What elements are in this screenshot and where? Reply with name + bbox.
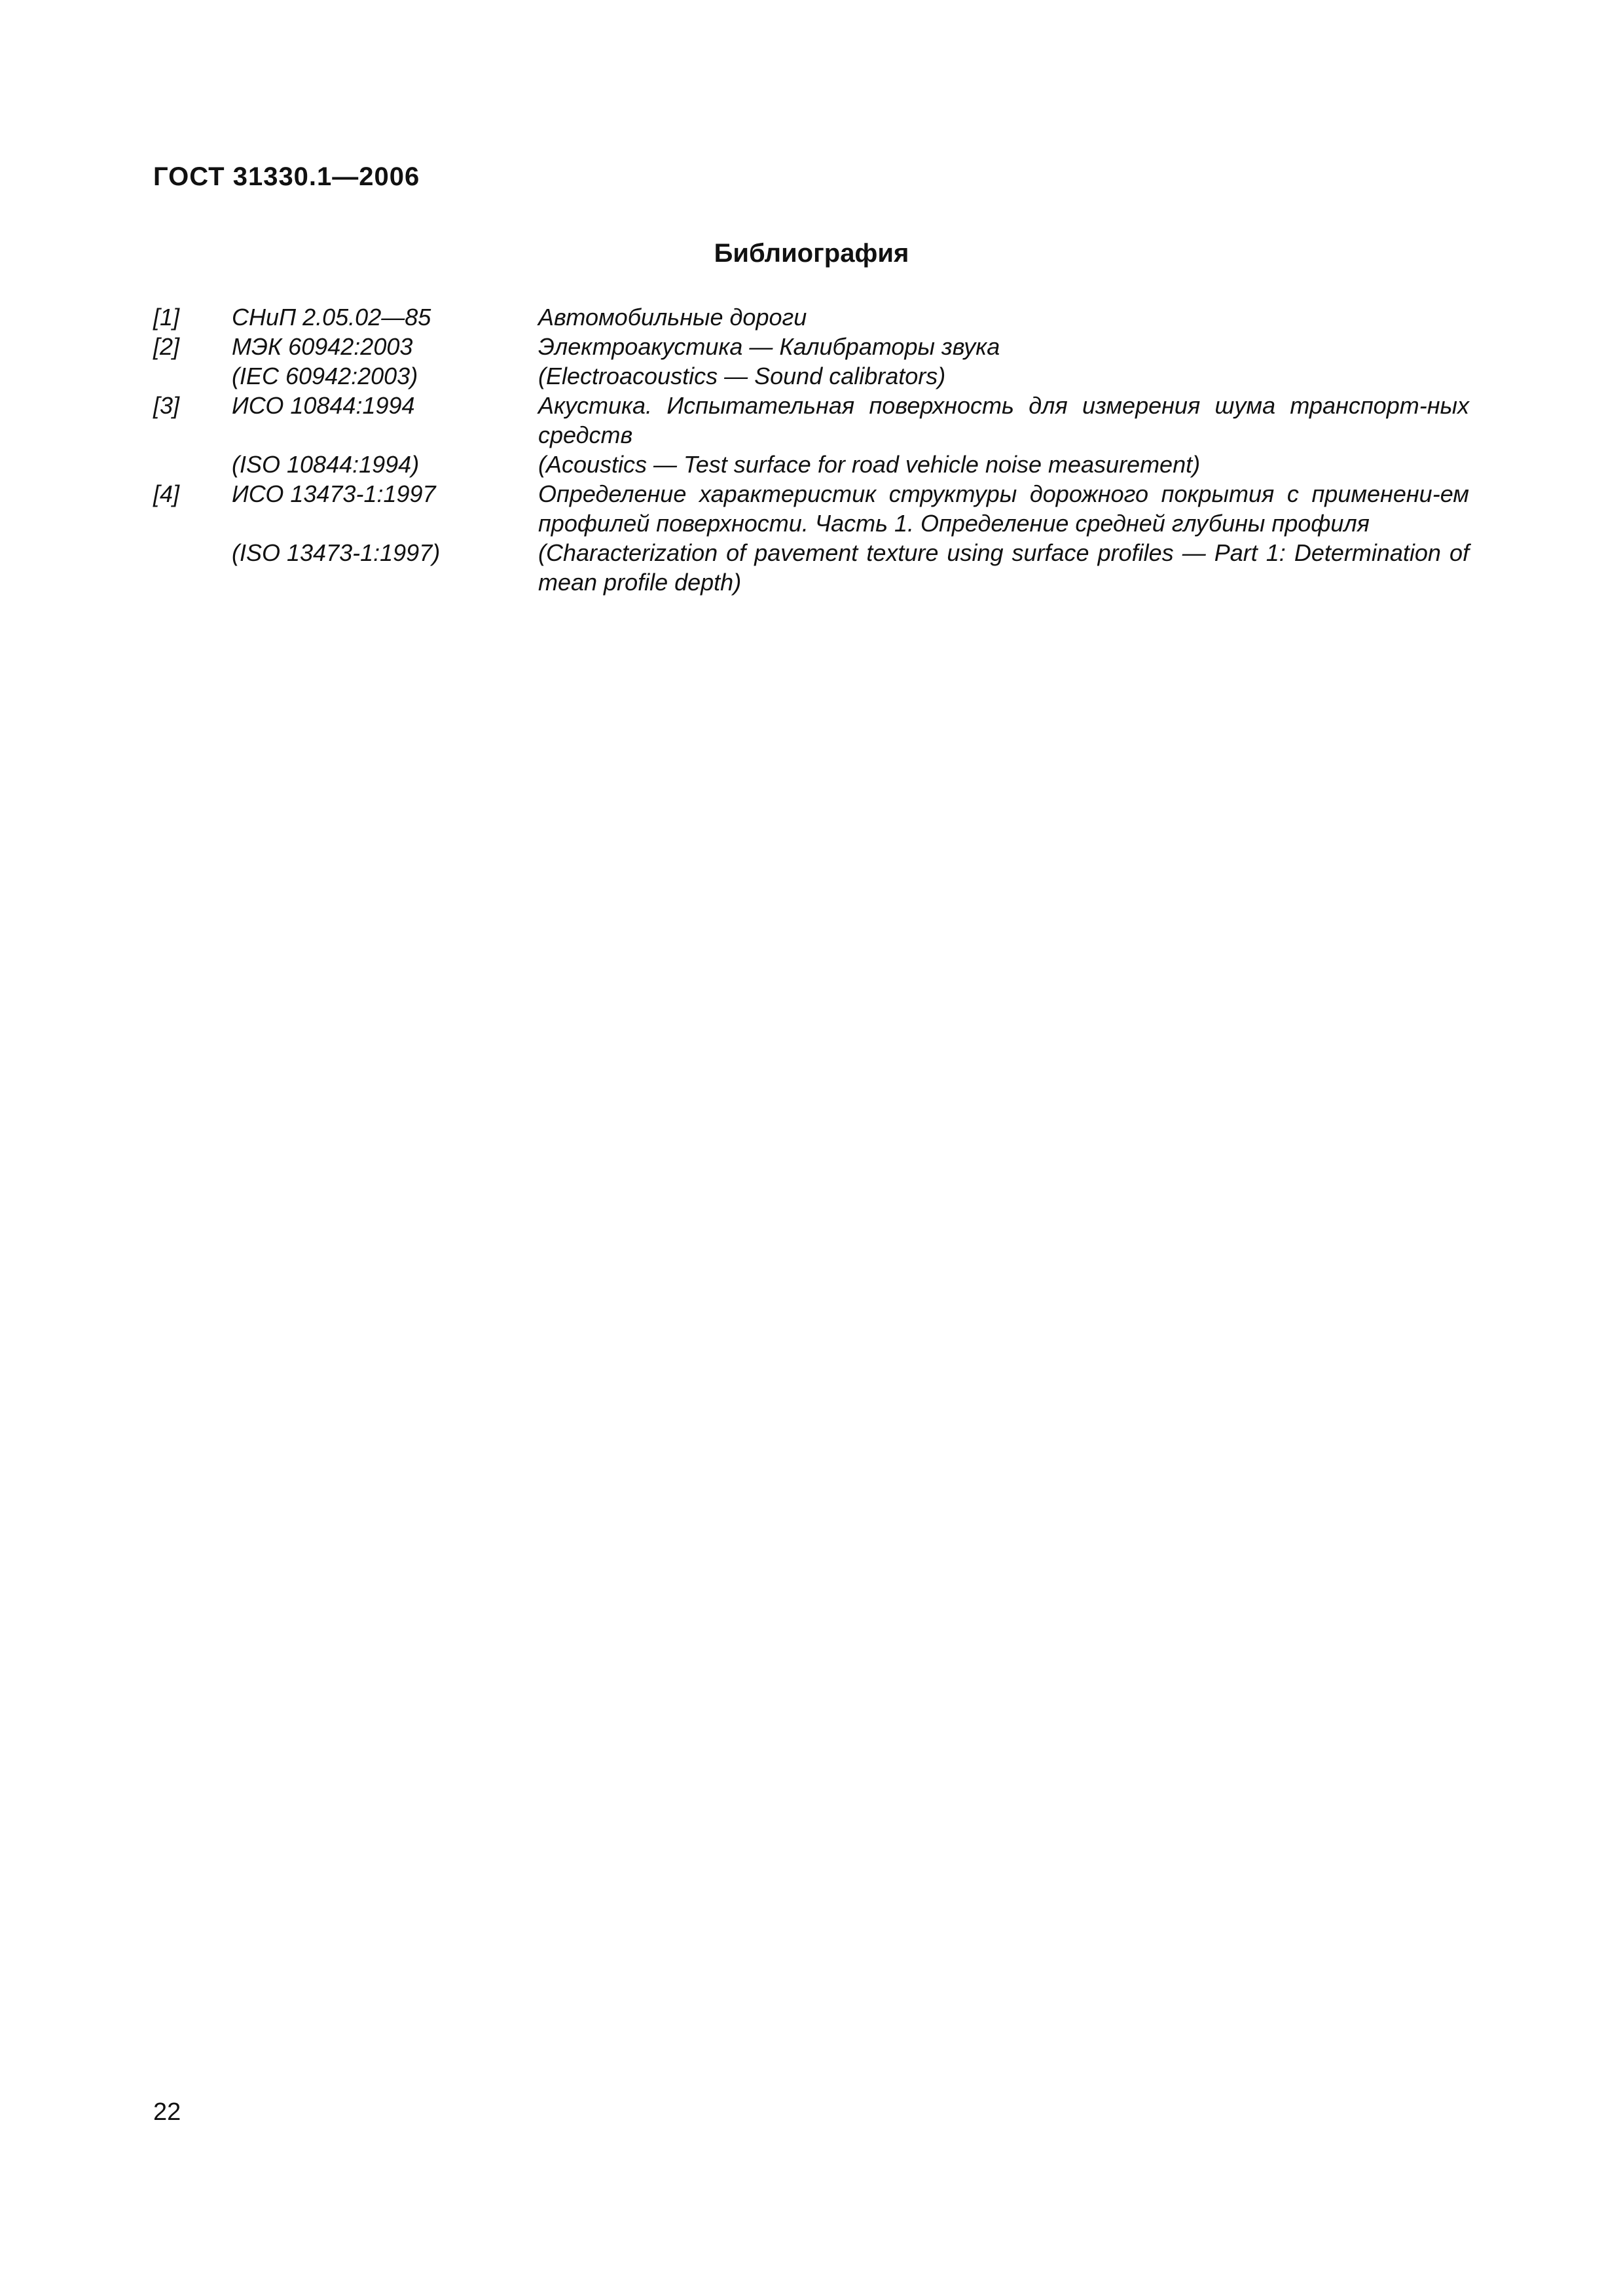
entry-title-original: (Acoustics — Test surface for road vehicle noise measurement) xyxy=(538,451,1201,478)
entry-code-original: (IEC 60942:2003) xyxy=(232,363,418,389)
bibliography-entry xyxy=(153,302,1469,332)
document-code: ГОСТ 31330.1—2006 xyxy=(153,162,420,191)
page-number: 22 xyxy=(153,2098,181,2126)
entry-title: Акустика. Испытательная поверхность для измерения шума транспорт-ных средств xyxy=(538,392,1469,448)
bibliography-title: Библиография xyxy=(714,239,909,268)
bibliography-entry-translation xyxy=(153,450,1469,479)
entry-code: ИСО 10844:1994 xyxy=(232,392,415,419)
entry-title-original: (Characterization of pavement texture using surface profiles — Part 1: Determination of mean profile depth) xyxy=(538,539,1469,596)
entry-code-original: (ISO 10844:1994) xyxy=(232,451,420,478)
entry-title: Автомобильные дороги xyxy=(538,304,807,331)
entry-code: ИСО 13473-1:1997 xyxy=(232,480,436,507)
entry-number: [2] xyxy=(153,333,180,360)
bibliography-entry-translation xyxy=(153,538,1469,597)
entry-title-original: (Electroacoustics — Sound calibrators) xyxy=(538,363,946,389)
entry-number: [4] xyxy=(153,480,180,507)
bibliography-entry xyxy=(153,332,1469,361)
entry-code: МЭК 60942:2003 xyxy=(232,333,413,360)
entry-number: [1] xyxy=(153,304,180,331)
bibliography-entry xyxy=(153,479,1469,538)
entry-code: СНиП 2.05.02—85 xyxy=(232,304,431,331)
entry-number: [3] xyxy=(153,392,180,419)
entry-title: Определение характеристик структуры дорожного покрытия с применени-ем профилей поверхности. Часть 1. Определение средней глубины профиля xyxy=(538,480,1469,537)
bibliography-list xyxy=(153,302,1469,597)
entry-code-original: (ISO 13473-1:1997) xyxy=(232,539,441,566)
bibliography-entry-translation xyxy=(153,361,1469,391)
entry-title: Электроакустика — Калибраторы звука xyxy=(538,333,1000,360)
bibliography-entry xyxy=(153,391,1469,450)
